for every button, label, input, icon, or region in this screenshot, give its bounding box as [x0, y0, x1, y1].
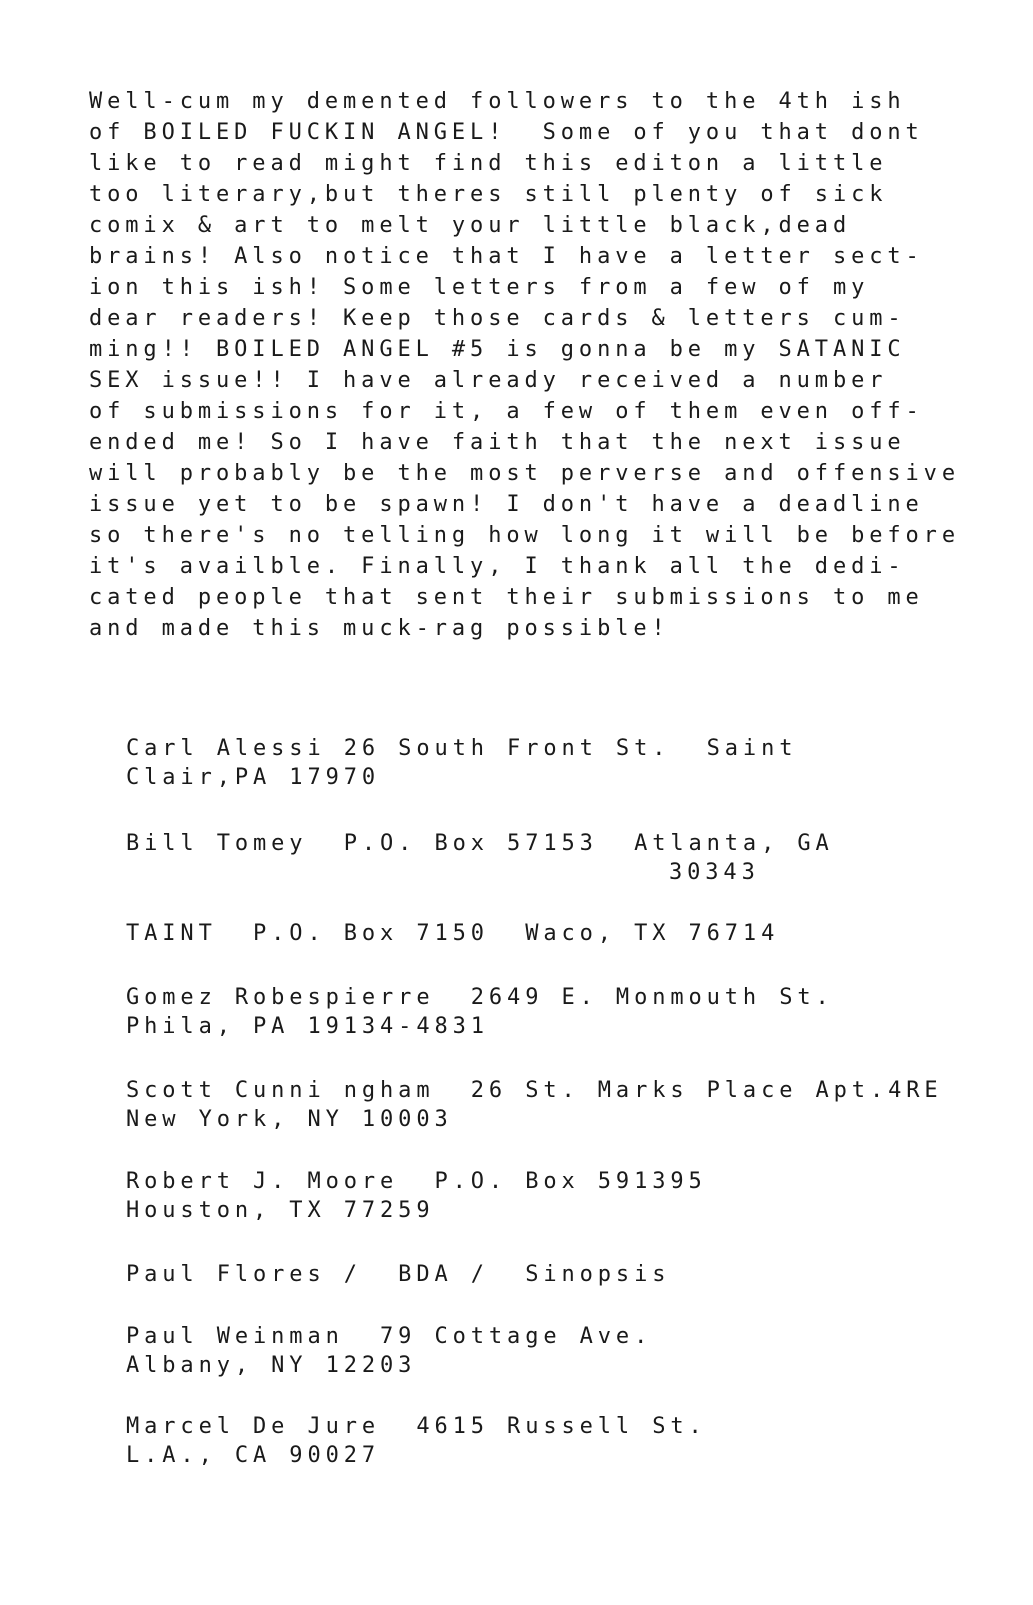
address-line: Gomez Robespierre 2649 E. Monmouth St. [126, 985, 834, 1010]
address-entry-robert-moore [126, 1167, 986, 1225]
intro-line: of submissions for it, a few of them even off- [89, 399, 924, 424]
intro-line: issue yet to be spawn! I don't have a deadline [89, 492, 924, 517]
intro-line: cated people that sent their submissions to me [89, 585, 924, 610]
intro-line: will probably be the most perverse and offensive [89, 461, 960, 486]
intro-line: too literary,but theres still plenty of sick [89, 182, 888, 207]
address-entry-gomez-robespierre [126, 983, 986, 1041]
address-entry-carl-alessi [126, 734, 986, 792]
address-line: Bill Tomey P.O. Box 57153 Atlanta, GA [126, 831, 834, 856]
address-line: Houston, TX 77259 [126, 1198, 435, 1223]
address-entry-marcel-de-jure [126, 1412, 986, 1470]
address-entry-taint [126, 919, 986, 948]
address-line: L.A., CA 90027 [126, 1443, 381, 1468]
intro-line: dear readers! Keep those cards & letters cum- [89, 306, 906, 331]
address-line: Scott Cunni ngham 26 St. Marks Place Apt.4RE [126, 1078, 943, 1103]
address-entry-bill-tomey [126, 829, 986, 887]
intro-paragraph [89, 86, 969, 644]
address-line: TAINT P.O. Box 7150 Waco, TX 76714 [126, 921, 780, 946]
address-line: Paul Flores / BDA / Sinopsis [126, 1262, 671, 1287]
intro-line: SEX issue!! I have already received a number [89, 368, 888, 393]
intro-line: of BOILED FUCKIN ANGEL! Some of you that dont [89, 120, 924, 145]
address-entry-paul-weinman [126, 1322, 986, 1380]
address-entry-paul-flores [126, 1260, 986, 1289]
intro-line: ion this ish! Some letters from a few of my [89, 275, 870, 300]
address-line: New York, NY 10003 [126, 1107, 453, 1132]
address-line: Carl Alessi 26 South Front St. Saint [126, 736, 798, 761]
intro-line: Well-cum my demented followers to the 4th ish [89, 89, 906, 114]
intro-line: like to read might find this editon a little [89, 151, 888, 176]
address-entry-scott-cunningham [126, 1076, 986, 1134]
intro-line: ended me! So I have faith that the next issue [89, 430, 906, 455]
address-line: 30343 [669, 860, 760, 885]
address-line: Albany, NY 12203 [126, 1353, 417, 1378]
address-line: Paul Weinman 79 Cottage Ave. [126, 1324, 653, 1349]
intro-line: comix & art to melt your little black,dead [89, 213, 852, 238]
intro-line: ming!! BOILED ANGEL #5 is gonna be my SATANIC [89, 337, 906, 362]
address-line: Clair,PA 17970 [126, 765, 381, 790]
address-line: Marcel De Jure 4615 Russell St. [126, 1414, 707, 1439]
intro-line: and made this muck-rag possible! [89, 616, 670, 641]
intro-line: brains! Also notice that I have a letter sect- [89, 244, 924, 269]
intro-line: so there's no telling how long it will be before [89, 523, 960, 548]
intro-line: it's availble. Finally, I thank all the dedi- [89, 554, 906, 579]
address-line: Phila, PA 19134-4831 [126, 1014, 489, 1039]
address-line: Robert J. Moore P.O. Box 591395 [126, 1169, 707, 1194]
